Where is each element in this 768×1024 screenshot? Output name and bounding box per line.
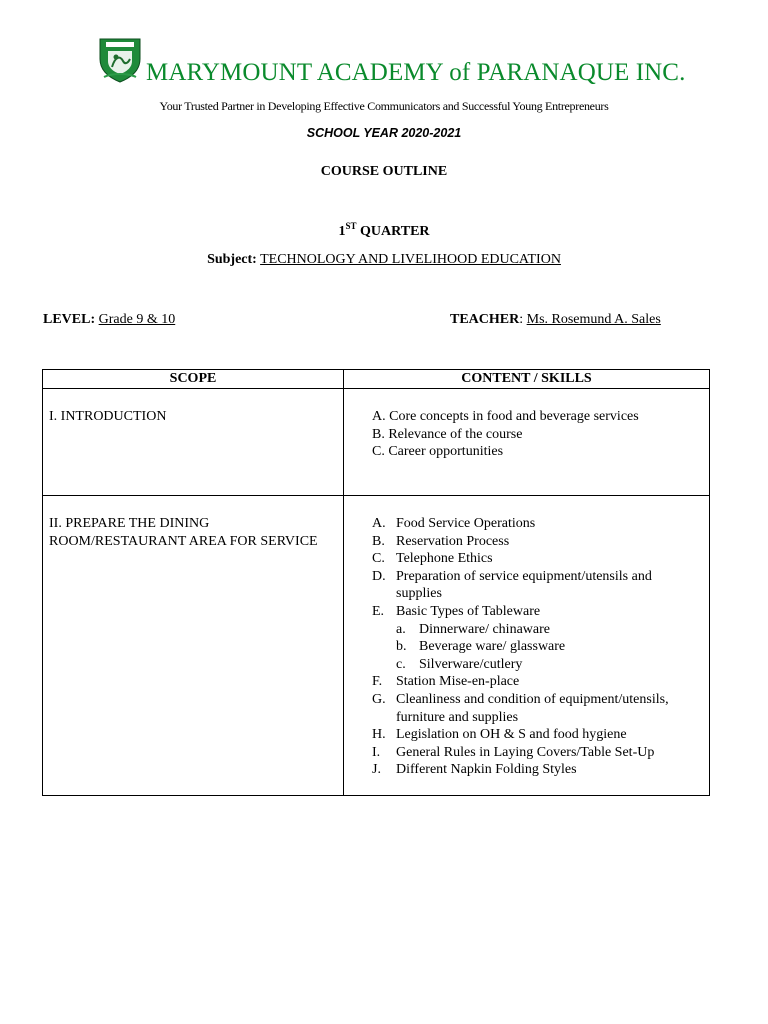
item-text: Core concepts in food and beverage services <box>389 409 639 424</box>
subject-label: Subject: <box>207 252 257 267</box>
list-item <box>372 443 699 461</box>
list-item <box>372 515 699 533</box>
item-text: Legislation on OH & S and food hygiene <box>396 727 627 743</box>
content-list <box>372 515 699 779</box>
item-marker: B. <box>372 533 385 549</box>
level-value: Grade 9 & 10 <box>98 312 176 327</box>
list-item <box>372 603 699 673</box>
level-line <box>43 312 175 328</box>
sub-list-item <box>396 621 699 639</box>
content-header: CONTENT / SKILLS <box>344 370 710 389</box>
item-marker: F. <box>372 674 383 690</box>
content-cell <box>344 496 710 796</box>
list-item <box>372 408 699 426</box>
level-label: LEVEL: <box>43 312 96 327</box>
scope-cell: I. INTRODUCTION <box>43 389 344 496</box>
item-marker: G. <box>372 691 386 707</box>
sub-list <box>396 621 699 674</box>
item-text: Career opportunities <box>388 444 504 460</box>
scope-header: SCOPE <box>43 370 344 389</box>
scope-cell: II. PREPARE THE DINING ROOM/RESTAURANT AREA FOR SERVICE <box>43 496 344 796</box>
item-marker: B. <box>372 426 385 442</box>
table-row <box>43 496 710 796</box>
subitem-marker: b. <box>396 639 407 655</box>
list-item <box>372 744 699 762</box>
item-marker: A. <box>372 516 386 531</box>
list-item <box>372 568 699 603</box>
item-marker: A. <box>372 409 386 424</box>
item-text: Preparation of service equipment/utensils and supplies <box>396 568 652 602</box>
document-title: COURSE OUTLINE <box>320 164 448 179</box>
item-text: Food Service Operations <box>396 516 536 531</box>
school-tagline: Your Trusted Partner in Developing Effective Communicators and Successful Young Entrepreneurs <box>159 99 609 113</box>
item-marker: D. <box>372 568 386 584</box>
list-item <box>372 426 699 444</box>
item-text: Cleanliness and condition of equipment/utensils, furniture and supplies <box>396 691 669 725</box>
subitem-text: Beverage ware/ glassware <box>419 639 566 655</box>
quarter-word: QUARTER <box>360 224 430 239</box>
item-text: Telephone Ethics <box>396 551 493 567</box>
teacher-label: TEACHER <box>450 312 520 327</box>
item-marker: C. <box>372 551 385 567</box>
list-item <box>372 533 699 551</box>
item-marker: E. <box>372 603 385 619</box>
item-marker: I. <box>372 744 381 760</box>
table-header-row <box>43 370 710 389</box>
item-marker: H. <box>372 727 386 743</box>
item-text: Different Napkin Folding Styles <box>396 762 577 778</box>
list-item <box>372 673 699 691</box>
subitem-text: Dinnerware/ chinaware <box>419 621 550 637</box>
item-text: Reservation Process <box>396 533 510 549</box>
school-name: MARYMOUNT ACADEMY of PARANAQUE INC. <box>146 59 686 86</box>
item-marker: J. <box>372 762 381 778</box>
subject-line <box>0 252 768 268</box>
school-logo <box>96 33 144 83</box>
item-text: Station Mise-en-place <box>396 674 520 690</box>
item-text: General Rules in Laying Covers/Table Set-Up <box>396 744 655 760</box>
list-item <box>372 761 699 779</box>
sub-list-item <box>396 656 699 674</box>
subitem-marker: c. <box>396 656 406 672</box>
teacher-value: Ms. Rosemund A. Sales <box>526 312 661 327</box>
list-item <box>372 691 699 726</box>
course-outline-table <box>42 369 710 796</box>
quarter-suffix: ST <box>345 221 357 231</box>
item-marker: C. <box>372 444 385 460</box>
item-text: Basic Types of Tableware <box>396 603 541 619</box>
content-cell <box>344 389 710 496</box>
subject-value: TECHNOLOGY AND LIVELIHOOD EDUCATION <box>260 252 561 267</box>
quarter-number: 1 <box>338 224 346 239</box>
list-item <box>372 726 699 744</box>
sub-list-item <box>396 638 699 656</box>
table-row <box>43 389 710 496</box>
list-item <box>372 550 699 568</box>
item-text: Relevance of the course <box>388 426 523 442</box>
quarter-heading <box>0 221 768 240</box>
subitem-marker: a. <box>396 621 406 637</box>
school-year: SCHOOL YEAR 2020-2021 <box>306 126 462 140</box>
content-list <box>372 408 699 461</box>
subitem-text: Silverware/cutlery <box>419 656 523 672</box>
teacher-line: TEACHER: Ms. Rosemund A. Sales <box>450 312 661 327</box>
